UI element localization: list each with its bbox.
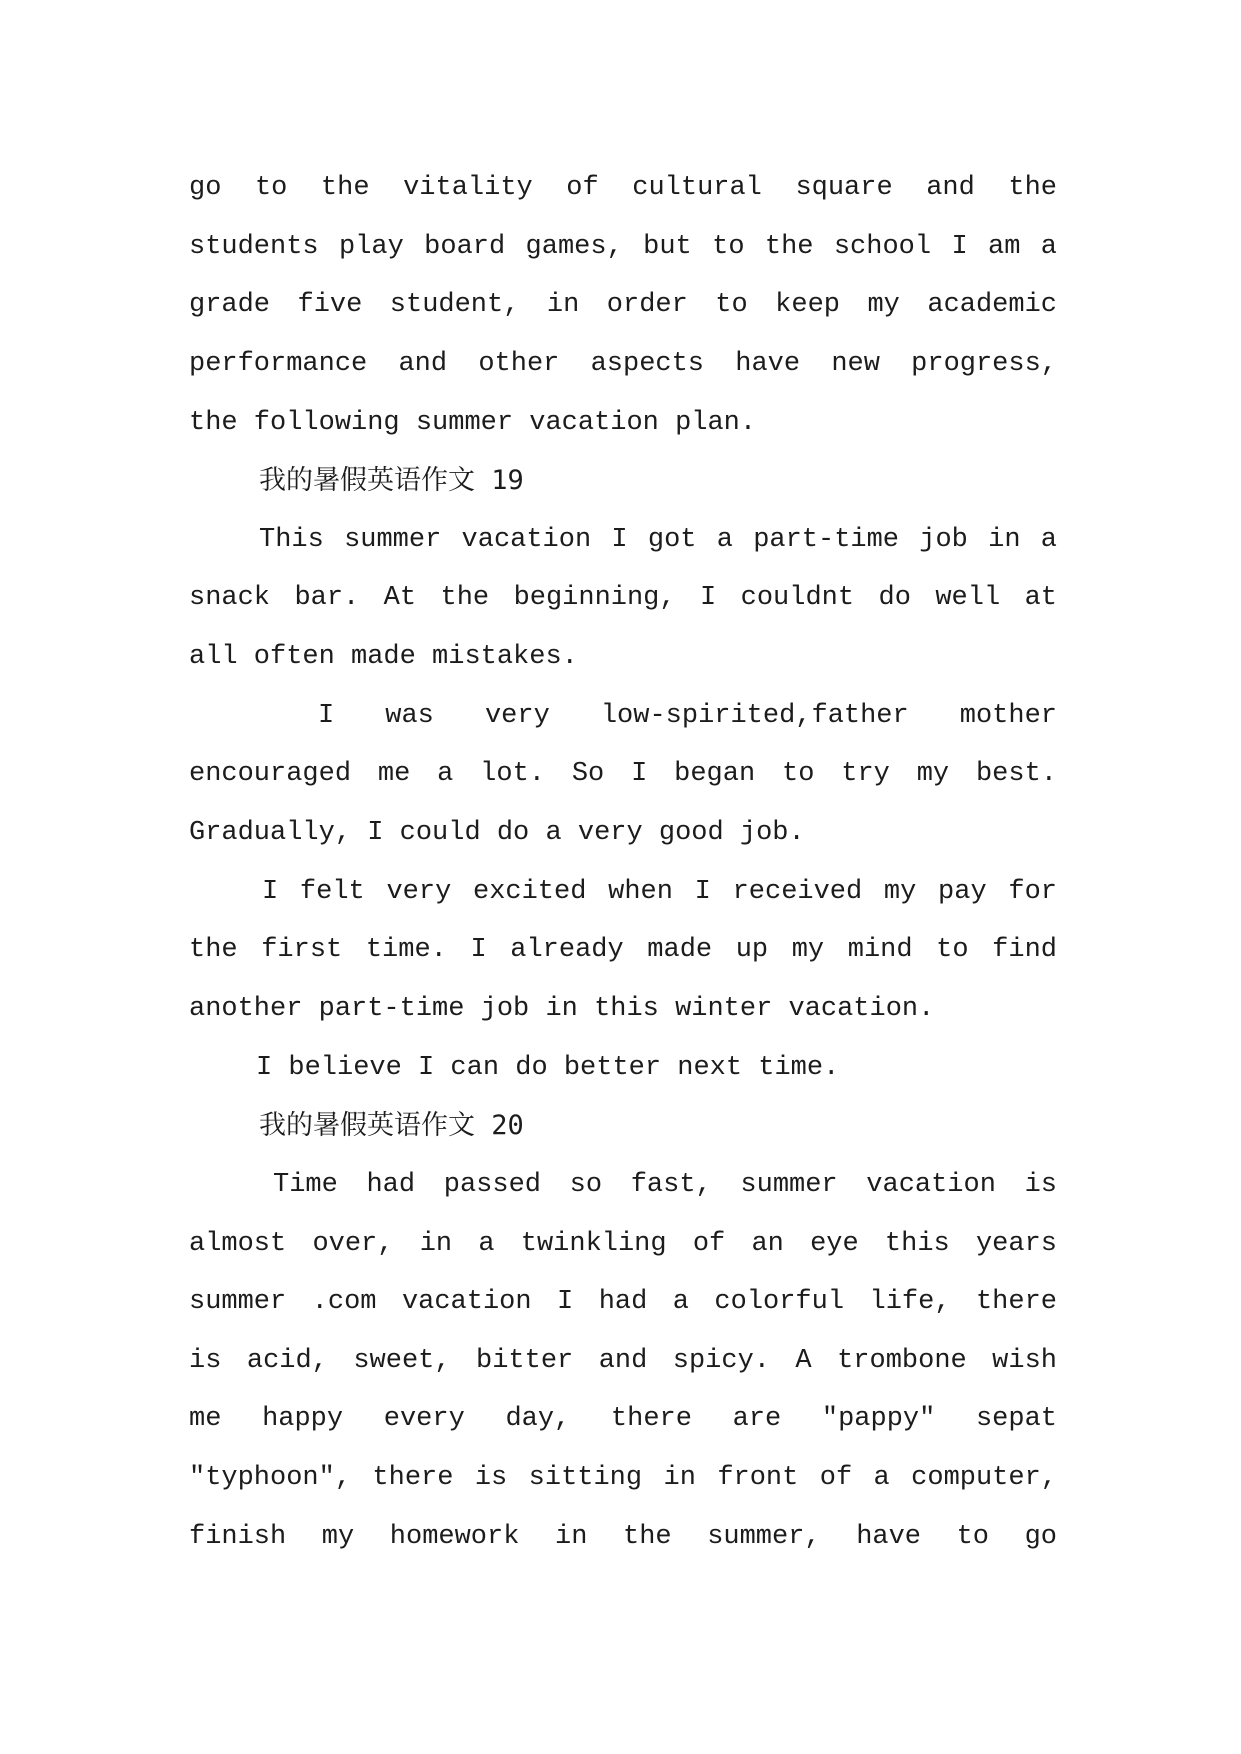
text-line: grade five student, in order to keep my academic bbox=[189, 290, 1057, 321]
paragraph bbox=[189, 1156, 1057, 1566]
text-line: Time had passed so fast, summer vacation is bbox=[273, 1169, 1057, 1200]
text-line: I believe I can do better next time. bbox=[256, 1052, 840, 1083]
intro-paragraph bbox=[189, 159, 1057, 452]
text-line: me happy every day, there are "pappy" sepat bbox=[189, 1404, 1057, 1435]
text-line: another part-time job in this winter vacation. bbox=[189, 993, 935, 1024]
text-line: the first time. I already made up my mind to find bbox=[189, 935, 1057, 966]
text-line: go to the vitality of cultural square and the bbox=[189, 173, 1057, 203]
text-line: encouraged me a lot. So I began to try my best. bbox=[189, 759, 1057, 790]
document-body bbox=[189, 159, 1057, 1566]
text-line: summer .com vacation I had a colorful life, there bbox=[189, 1287, 1057, 1318]
essay-20 bbox=[189, 1097, 1057, 1566]
essay-heading: 我的暑假英语作文 19 bbox=[259, 465, 524, 497]
text-line: I was very low-spirited,father mother bbox=[318, 700, 1057, 731]
text-line: finish my homework in the summer, have to go bbox=[189, 1521, 1057, 1552]
text-line: "typhoon", there is sitting in front of a computer, bbox=[189, 1463, 1057, 1494]
text-line: performance and other aspects have new progress, bbox=[189, 348, 1057, 379]
text-line: students play board games, but to the school I am a bbox=[189, 231, 1057, 262]
text-line: almost over, in a twinkling of an eye this years bbox=[189, 1228, 1057, 1259]
essay-heading: 我的暑假英语作文 20 bbox=[259, 1110, 524, 1142]
paragraph bbox=[189, 511, 1057, 687]
text-line: Gradually, I could do a very good job. bbox=[189, 818, 805, 849]
essay-19 bbox=[189, 452, 1057, 1097]
text-line: This summer vacation I got a part-time job in a bbox=[259, 524, 1057, 555]
paragraph bbox=[189, 687, 1057, 863]
text-line: snack bar. At the beginning, I couldnt do well at bbox=[189, 583, 1057, 614]
text-line: I felt very excited when I received my pay for bbox=[262, 876, 1057, 907]
paragraph bbox=[189, 863, 1057, 1039]
text-line: the following summer vacation plan. bbox=[189, 407, 757, 438]
text-line: is acid, sweet, bitter and spicy. A trombone wish bbox=[189, 1345, 1057, 1376]
text-line: all often made mistakes. bbox=[189, 642, 578, 673]
paragraph bbox=[189, 1039, 1057, 1098]
